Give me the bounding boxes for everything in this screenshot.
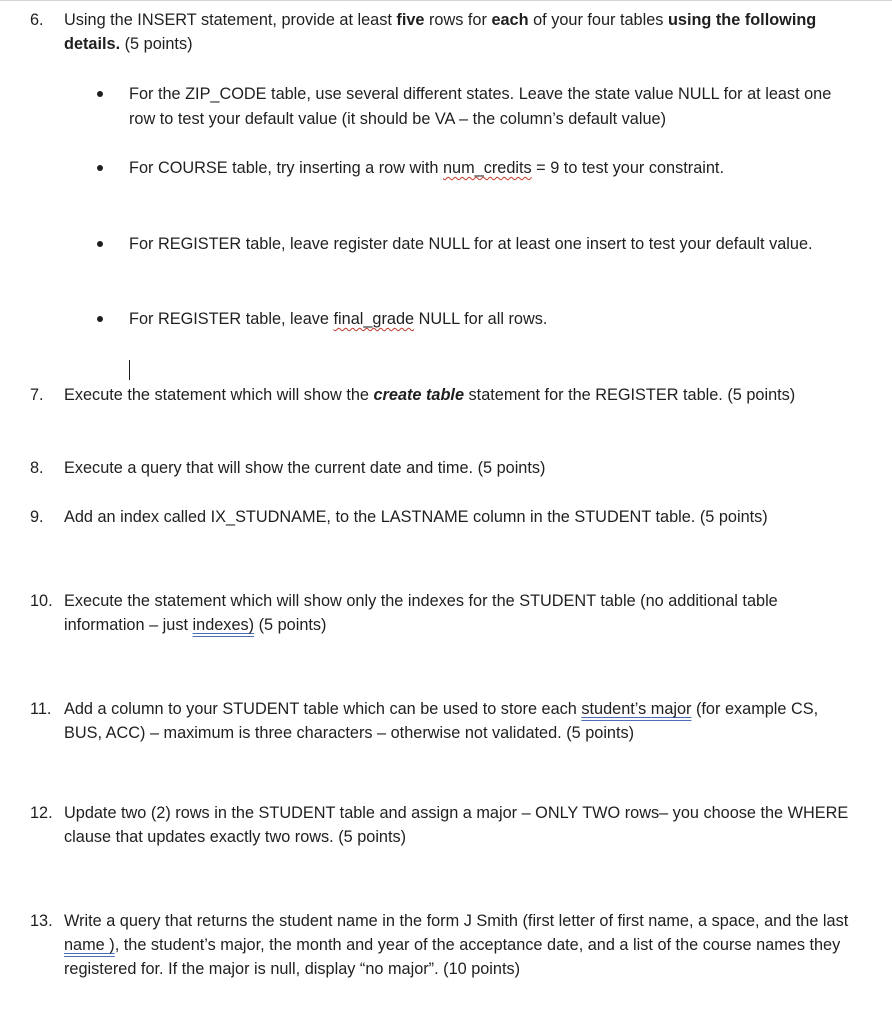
page-top-border: [0, 0, 892, 1]
question-13: 13. Write a query that returns the student name in the form J Smith (first letter of first name, a space, and the last name ), the student’s major, the month and year of the acceptance date, and a list of the course names they registered for. If the major is null, display “no major”. (10 points): [30, 912, 849, 978]
bullet-icon: [97, 241, 103, 247]
bullet-icon: [97, 165, 103, 171]
grammar-flag-word: student’s major: [581, 700, 692, 718]
question-6: [30, 8, 850, 56]
grammar-flag-word: name ): [64, 936, 115, 954]
question-8: 8. Execute a query that will show the current date and time. (5 points): [30, 459, 546, 477]
bullet-icon: [97, 316, 103, 322]
bullet-item-register-date: For REGISTER table, leave register date NULL for at least one insert to test your default value.: [97, 232, 837, 257]
question-9: 9. Add an index called IX_STUDNAME, to the LASTNAME column in the STUDENT table. (5 points): [30, 508, 768, 526]
question-10: 10. Execute the statement which will show only the indexes for the STUDENT table (no additional table information – just indexes) (5 points): [30, 592, 778, 634]
question-12: 12. Update two (2) rows in the STUDENT table and assign a major – ONLY TWO rows– you choose the WHERE clause that updates exactly two rows. (5 points): [30, 804, 849, 846]
question-number: 6.: [30, 11, 44, 29]
question-7: 7. Execute the statement which will show the create table statement for the REGISTER table. (5 points): [30, 386, 796, 404]
spellcheck-word: final_grade: [333, 310, 415, 328]
bullet-item-course: For COURSE table, try inserting a row with num_credits = 9 to test your constraint.: [97, 156, 837, 181]
grammar-flag-word: indexes): [192, 616, 255, 634]
question-11: 11. Add a column to your STUDENT table which can be used to store each student’s major (for example CS, BUS, ACC) – maximum is three characters – otherwise not validated. (5 points): [30, 700, 819, 742]
bullet-item-final-grade: For REGISTER table, leave final_grade NULL for all rows.: [97, 307, 837, 332]
question-text: Using the INSERT statement, provide at least five rows for each of your four tables using the following details. (5 points): [64, 11, 817, 53]
text-cursor[interactable]: [129, 360, 130, 380]
spellcheck-word: num_credits: [442, 159, 532, 177]
bullet-icon: [97, 91, 103, 97]
bullet-item-zip-code: For the ZIP_CODE table, use several different states. Leave the state value NULL for at least one row to test your default value (it should be VA – the column’s default value): [97, 82, 837, 132]
